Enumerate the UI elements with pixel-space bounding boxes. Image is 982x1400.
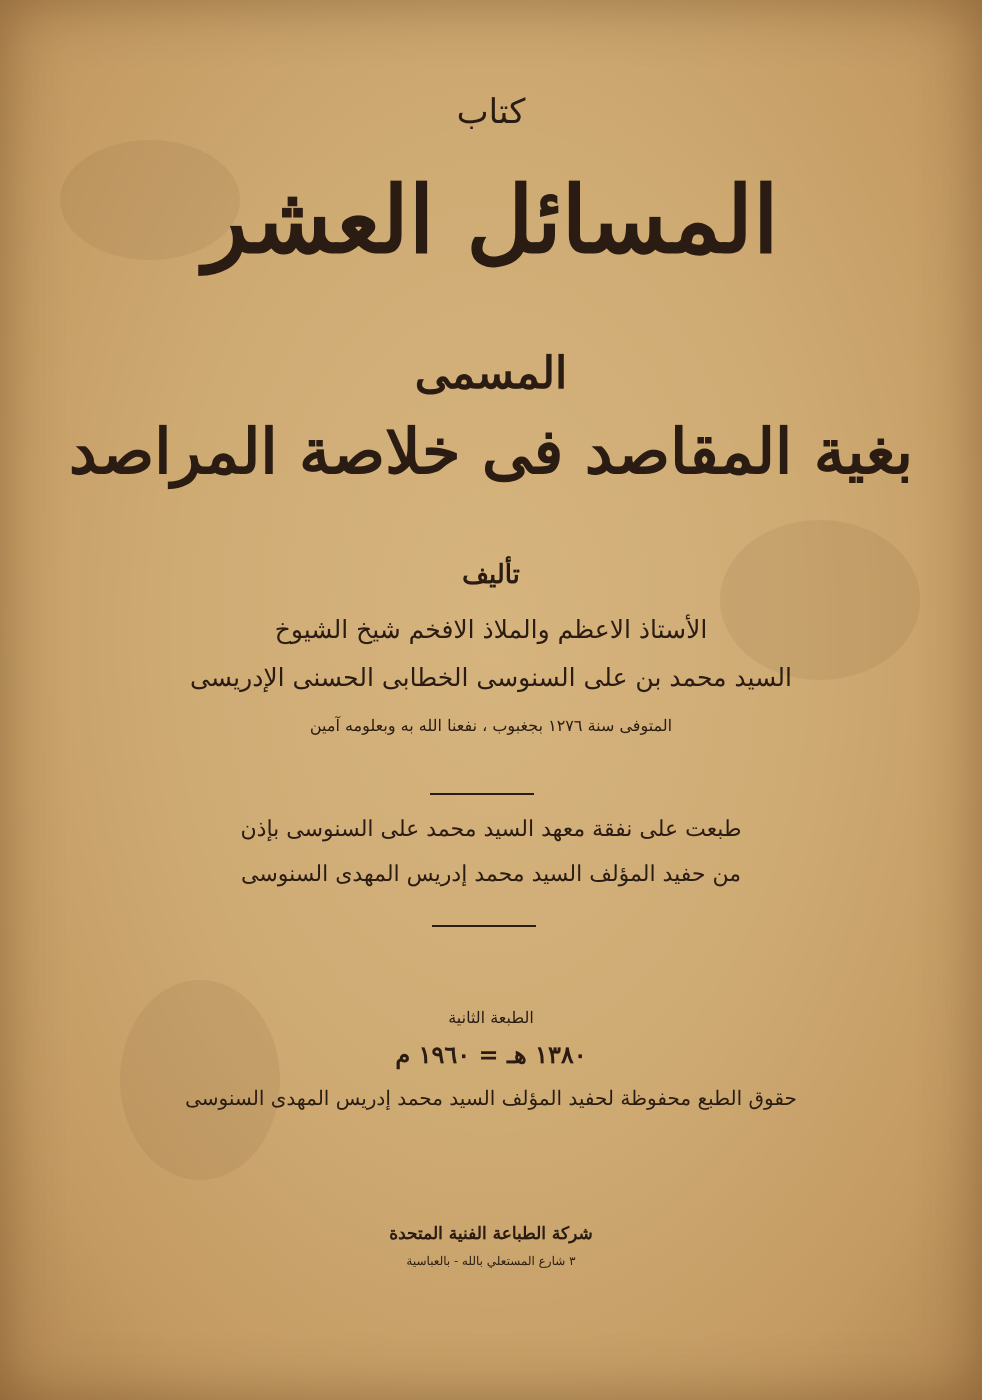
authored-by-label: تأليف xyxy=(462,560,520,590)
publication-year: ١٣٨٠ هـ = ١٩٦٠ م xyxy=(395,1040,587,1069)
copyright-note: حقوق الطبع محفوظة لحفيد المؤلف السيد محمد إدريس المهدى السنوسى xyxy=(185,1086,797,1110)
printer-address: ٣ شارع المستعلي بالله - بالعباسية xyxy=(406,1254,576,1268)
divider-rule xyxy=(430,793,534,795)
author-line-3: المتوفى سنة ١٢٧٦ بجغبوب ، نفعنا الله به وبعلومه آمين xyxy=(309,716,673,735)
paper-stain xyxy=(720,520,920,680)
subtitle: بغية المقاصد فى خلاصة المراصد xyxy=(69,415,913,488)
book-label: كتاب xyxy=(456,92,526,132)
named-label: المسمى xyxy=(414,348,568,399)
edition-label: الطبعة الثانية xyxy=(448,1008,534,1027)
author-line-2: السيد محمد بن على السنوسى الخطابى الحسنى الإدريسى xyxy=(190,663,792,692)
author-line-1: الأستاذ الاعظم والملاذ الافخم شيخ الشيوخ xyxy=(274,615,708,644)
main-title: المسائل العشر xyxy=(203,166,779,274)
printer-name: شركة الطباعة الفنية المتحدة xyxy=(389,1224,593,1244)
printed-note-line-1: طبعت على نفقة معهد السيد محمد على السنوسى بإذن xyxy=(240,817,742,842)
divider-rule xyxy=(432,925,536,927)
printed-note-line-2: من حفيد المؤلف السيد محمد إدريس المهدى السنوسى xyxy=(240,862,742,887)
